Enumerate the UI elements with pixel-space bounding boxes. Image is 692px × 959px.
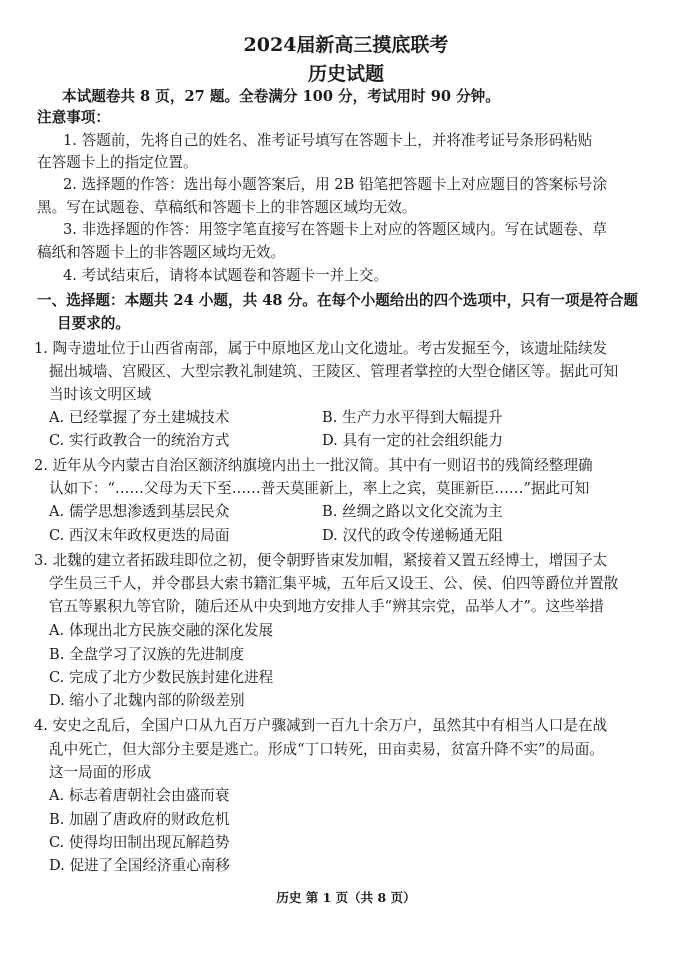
exam-info: 本试题卷共 8 页，27 题。全卷满分 100 分，考试用时 90 分钟。 <box>62 88 500 105</box>
question-2-option-a: A. 儒学思想渗透到基层民众 <box>49 503 230 520</box>
notes-heading: 注意事项： <box>37 109 110 126</box>
question-4-stem: 乱中死亡，但大部分主要是逃亡。形成“丁口转死，田亩卖易，贫富升降不实”的局面。 <box>49 741 604 758</box>
question-2-stem: 认如下：“……父母为天下至……普天莫匪新上，率上之宾，莫匪新臣……”据此可知 <box>49 480 590 497</box>
question-1-option-a: A. 已经掌握了夯土建城技术 <box>49 409 230 426</box>
question-1-stem: 当时该文明区域 <box>49 386 152 403</box>
question-3-stem: 3. 北魏的建立者拓跋珪即位之初，便令朝野皆束发加帽，紧接着又置五经博士，增国子太 <box>34 552 608 569</box>
question-3-stem: 学生员三千人，并令郡县大索书籍汇集平城，五年后又设王、公、侯、伯四等爵位并置散 <box>49 575 619 592</box>
note-line: 4. 考试结束后，请将本试题卷和答题卡一并上交。 <box>63 267 389 284</box>
question-1-stem: 掘出城墙、宫殿区、大型宗教礼制建筑、王陵区、管理者掌控的大型仓储区等。据此可知 <box>49 363 619 380</box>
note-line: 黑。写在试题卷、草稿纸和答题卡上的非答题区域均无效。 <box>37 199 417 216</box>
question-1-stem: 1. 陶寺遗址位于山西省南部，属于中原地区龙山文化遗址。考古发掘至今，该遗址陆续发 <box>34 340 608 357</box>
question-2-option-c: C. 西汉末年政权更迭的局面 <box>49 527 230 544</box>
question-3-option-c: C. 完成了北方少数民族封建化进程 <box>49 669 274 686</box>
question-3-option-b: B. 全盘学习了汉族的先进制度 <box>49 646 245 663</box>
note-line: 2. 选择题的作答：选出每小题答案后，用 2B 铅笔把答题卡上对应题目的答案标号涂 <box>63 176 608 193</box>
question-4-option-c: C. 使得均田制出现瓦解趋势 <box>49 834 230 851</box>
question-1-option-c: C. 实行政教合一的统治方式 <box>49 432 230 449</box>
page-footer: 历史 第 1 页（共 8 页） <box>276 890 416 905</box>
question-2-stem: 2. 近年从今内蒙古自治区额济纳旗境内出土一批汉简。其中有一则诏书的残简经整理确 <box>34 457 593 474</box>
question-4-stem: 这一局面的形成 <box>49 764 152 781</box>
exam-title: 2024届新高三摸底联考 <box>243 34 449 56</box>
section-heading: 一、选择题：本题共 24 小题，共 48 分。在每个小题给出的四个选项中，只有一项是符合题 <box>37 292 638 309</box>
question-1-option-d: D. 具有一定的社会组织能力 <box>322 432 503 449</box>
question-1-option-b: B. 生产力水平得到大幅提升 <box>322 409 503 426</box>
question-4-option-b: B. 加剧了唐政府的财政危机 <box>49 811 230 828</box>
question-4-option-d: D. 促进了全国经济重心南移 <box>49 857 230 874</box>
question-4-stem: 4. 安史之乱后，全国户口从九百万户骤减到一百九十余万户，虽然其中有相当人口是在战 <box>34 717 608 734</box>
question-2-option-d: D. 汉代的政令传递畅通无阻 <box>322 527 503 544</box>
section-heading-cont: 目要求的。 <box>57 315 130 332</box>
note-line: 稿纸和答题卡上的非答题区域均无效。 <box>37 244 286 261</box>
question-3-option-d: D. 缩小了北魏内部的阶级差别 <box>49 692 245 709</box>
question-4-option-a: A. 标志着唐朝社会由盛而衰 <box>49 787 230 804</box>
note-line: 1. 答题前，先将自己的姓名、准考证号填写在答题卡上，并将准考证号条形码粘贴 <box>63 132 593 149</box>
subject-title: 历史试题 <box>307 63 384 85</box>
question-2-option-b: B. 丝绸之路以文化交流为主 <box>322 503 503 520</box>
question-3-stem: 官五等累积九等官阶，随后还从中央到地方安排人手“辨其宗党，品举人才”。这些举措 <box>49 598 604 615</box>
note-line: 在答题卡上的指定位置。 <box>37 154 198 171</box>
question-3-option-a: A. 体现出北方民族交融的深化发展 <box>49 622 274 639</box>
note-line: 3. 非选择题的作答：用签字笔直接写在答题卡上对应的答题区域内。写在试题卷、草 <box>63 221 607 238</box>
